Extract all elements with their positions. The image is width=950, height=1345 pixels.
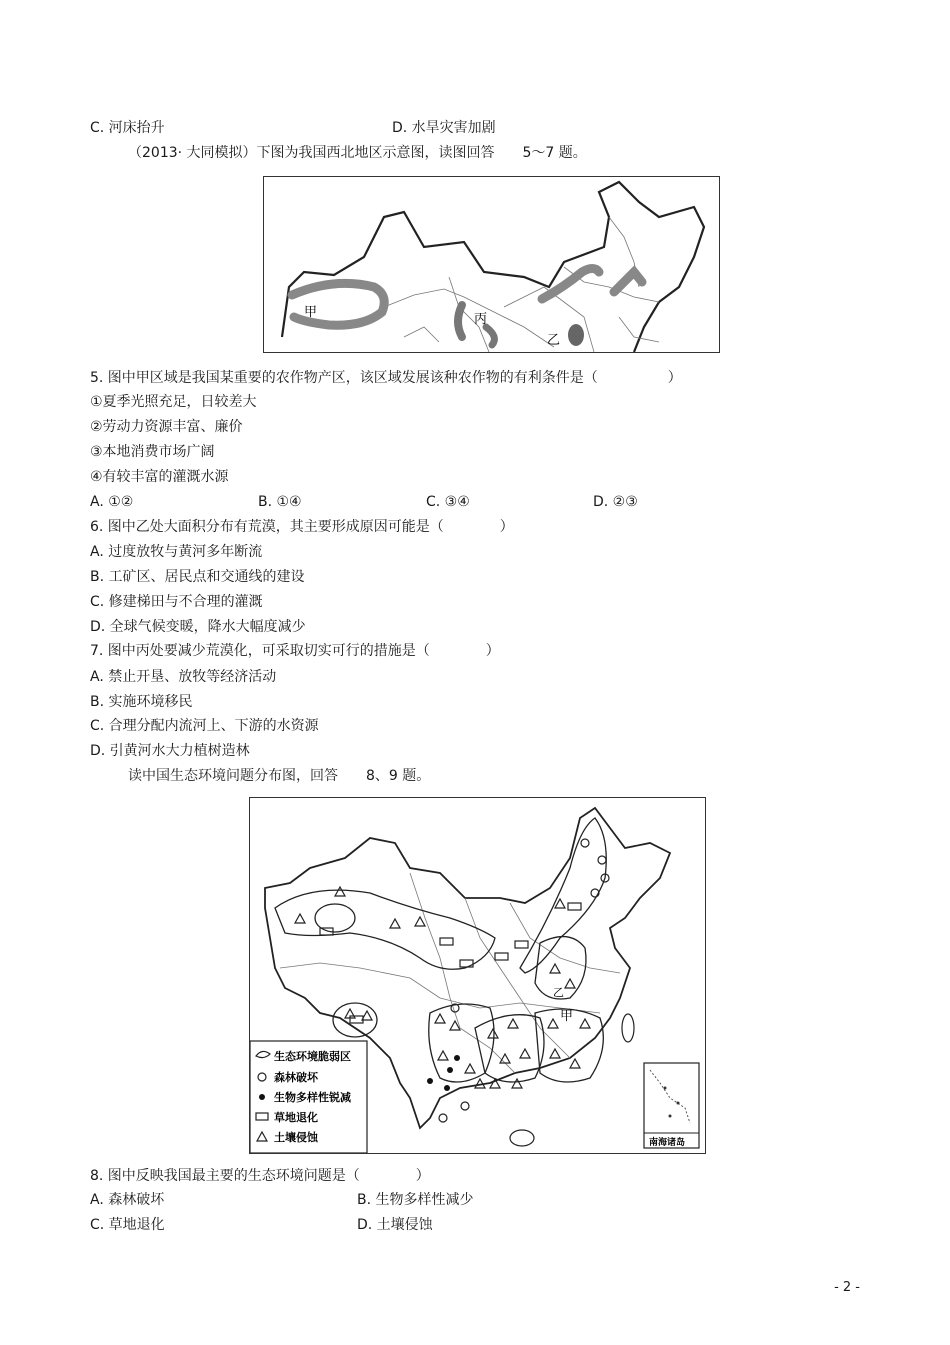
- label-yi-map2: 乙: [553, 986, 564, 999]
- intro-q5-7: （2013· 大同模拟）下图为我国西北地区示意图，读图回答 5～7 题。: [128, 145, 587, 161]
- q8-option-b: B. 生物多样性减少: [357, 1192, 474, 1208]
- q5-option-d: D. ②③: [593, 494, 638, 510]
- q5-item-4: ④有较丰富的灌溉水源: [90, 469, 229, 485]
- biodiversity-icon: [259, 1094, 265, 1100]
- legend-biodiversity: 生物多样性锐减: [274, 1091, 351, 1104]
- label-jia-map1: 甲: [304, 305, 318, 320]
- q6-option-c: C. 修建梯田与不合理的灌溉: [90, 594, 263, 610]
- legend-forest: 森林破坏: [274, 1071, 318, 1084]
- q5-item-3: ③本地消费市场广阔: [90, 444, 215, 460]
- q7-option-b: B. 实施环境移民: [90, 694, 193, 710]
- legend-fragile: 生态环境脆弱区: [274, 1050, 351, 1063]
- q8-option-a: A. 森林破坏: [90, 1192, 165, 1208]
- q5-option-b: B. ①④: [258, 494, 302, 510]
- q7-option-a: A. 禁止开垦、放牧等经济活动: [90, 669, 277, 685]
- option-c-prev: C. 河床抬升: [90, 120, 165, 136]
- inset-label: 南海诸岛: [649, 1138, 686, 1148]
- q5-option-a: A. ①②: [90, 494, 134, 510]
- q6-option-a: A. 过度放牧与黄河多年断流: [90, 544, 263, 560]
- q5-stem: 5. 图中甲区域是我国某重要的农作物产区，该区域发展该种农作物的有利条件是（ ）: [90, 370, 682, 386]
- northwest-map-svg: [264, 177, 719, 352]
- q6-option-d: D. 全球气候变暖，降水大幅度减少: [90, 619, 306, 635]
- legend-soil: 土壤侵蚀: [274, 1131, 318, 1144]
- option-d-prev: D. 水旱灾害加剧: [392, 120, 496, 136]
- zone-east-2: [614, 272, 642, 292]
- northwest-china-map: [263, 176, 720, 353]
- q7-stem: 7. 图中丙处要减少荒漠化，可采取切实可行的措施是（ ）: [90, 643, 500, 659]
- q8-option-d: D. 土壤侵蚀: [357, 1217, 433, 1233]
- zone-bing-2: [486, 327, 494, 345]
- q6-stem: 6. 图中乙处大面积分布有荒漠，其主要形成原因可能是（ ）: [90, 519, 514, 535]
- grassland-markers: [320, 903, 581, 1023]
- china-eco-map-svg: [250, 798, 705, 1153]
- zone-bing-1: [458, 305, 462, 337]
- q5-item-1: ①夏季光照充足，日较差大: [90, 394, 257, 410]
- legend-grassland: 草地退化: [274, 1111, 318, 1124]
- q8-stem: 8. 图中反映我国最主要的生态环境问题是（ ）: [90, 1168, 430, 1184]
- q7-option-c: C. 合理分配内流河上、下游的水资源: [90, 718, 319, 734]
- zone-yi: [568, 324, 584, 346]
- label-jia-map2: 甲: [560, 1009, 574, 1024]
- q6-option-b: B. 工矿区、居民点和交通线的建设: [90, 569, 305, 585]
- south-sea-inset: [644, 1063, 699, 1148]
- q8-option-c: C. 草地退化: [90, 1217, 165, 1233]
- label-yi-map1: 乙: [547, 333, 561, 348]
- q5-option-c: C. ③④: [426, 494, 470, 510]
- label-bing-map1: 丙: [474, 312, 488, 327]
- q7-option-d: D. 引黄河水大力植树造林: [90, 743, 250, 759]
- intro-q8-9: 读中国生态环境问题分布图，回答 8、9 题。: [128, 768, 431, 784]
- china-eco-map: [249, 797, 706, 1154]
- page-number: - 2 -: [834, 1280, 860, 1295]
- q5-item-2: ②劳动力资源丰富、廉价: [90, 419, 243, 435]
